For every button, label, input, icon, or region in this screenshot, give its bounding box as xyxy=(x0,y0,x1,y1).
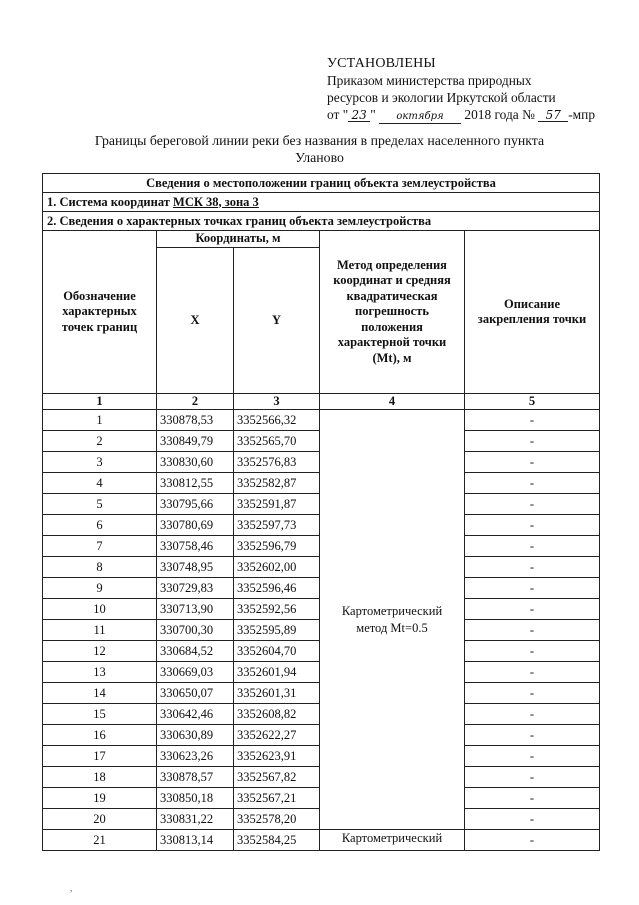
approval-line-2: ресурсов и экологии Иркутской области xyxy=(327,90,556,105)
coordinate-y: 3352601,94 xyxy=(234,662,320,683)
coordinate-x: 330630,89 xyxy=(157,725,234,746)
coordinates-table xyxy=(42,173,600,851)
point-description: - xyxy=(465,809,600,830)
point-number: 1 xyxy=(43,410,157,431)
coordinate-x: 330812,55 xyxy=(157,473,234,494)
point-description: - xyxy=(465,830,600,851)
point-number: 5 xyxy=(43,494,157,515)
coordinate-system-label: 1. Система координат xyxy=(47,194,174,209)
point-description: - xyxy=(465,515,600,536)
approval-line-3 xyxy=(327,106,627,124)
header-y: Y xyxy=(234,248,320,394)
point-description: - xyxy=(465,452,600,473)
coordinate-system-row xyxy=(43,193,600,212)
document-caption xyxy=(0,132,639,166)
caption-line-2: Уланово xyxy=(295,150,344,165)
point-number: 6 xyxy=(43,515,157,536)
point-description: - xyxy=(465,662,600,683)
coordinate-y: 3352565,70 xyxy=(234,431,320,452)
coordinate-x: 330878,57 xyxy=(157,767,234,788)
coordinate-x: 330780,69 xyxy=(157,515,234,536)
coordinate-x: 330878,53 xyxy=(157,410,234,431)
coordinate-x: 330758,46 xyxy=(157,536,234,557)
coordinate-y: 3352582,87 xyxy=(234,473,320,494)
point-number: 4 xyxy=(43,473,157,494)
column-number-1: 1 xyxy=(43,394,157,410)
coordinate-x: 330623,26 xyxy=(157,746,234,767)
approval-block xyxy=(327,55,627,124)
point-description: - xyxy=(465,431,600,452)
point-number: 20 xyxy=(43,809,157,830)
approval-line-1: Приказом министерства природных xyxy=(327,73,532,88)
point-number: 8 xyxy=(43,557,157,578)
coordinate-x: 330684,52 xyxy=(157,641,234,662)
approval-year: 2018 года № xyxy=(464,107,535,122)
point-number: 16 xyxy=(43,725,157,746)
point-description: - xyxy=(465,494,600,515)
method-value-line-1: Картометрический xyxy=(341,603,443,618)
column-number-5: 5 xyxy=(465,394,600,410)
coordinate-x: 330669,03 xyxy=(157,662,234,683)
point-description: - xyxy=(465,683,600,704)
coordinate-y: 3352623,91 xyxy=(234,746,320,767)
point-number: 13 xyxy=(43,662,157,683)
point-description: - xyxy=(465,557,600,578)
header-x: X xyxy=(157,248,234,394)
coordinate-x: 330849,79 xyxy=(157,431,234,452)
header-coordinates: Координаты, м xyxy=(157,231,320,248)
coordinate-y: 3352584,25 xyxy=(234,830,320,851)
coordinate-y: 3352567,82 xyxy=(234,767,320,788)
caption-line-1: Границы береговой линии реки без названия в пределах населенного пункта xyxy=(94,133,545,148)
point-number: 17 xyxy=(43,746,157,767)
point-description: - xyxy=(465,620,600,641)
approval-title: УСТАНОВЛЕНЫ xyxy=(327,56,436,71)
coordinate-x: 330850,18 xyxy=(157,788,234,809)
coordinate-y: 3352622,27 xyxy=(234,725,320,746)
point-number: 9 xyxy=(43,578,157,599)
approval-month: октября xyxy=(379,111,461,124)
point-number: 11 xyxy=(43,620,157,641)
coordinate-y: 3352601,31 xyxy=(234,683,320,704)
coordinate-y: 3352604,70 xyxy=(234,641,320,662)
approval-day: 23 xyxy=(348,109,370,122)
approval-suffix: -мпр xyxy=(568,107,596,122)
point-description: - xyxy=(465,473,600,494)
point-description: - xyxy=(465,641,600,662)
approval-from-prefix: от " xyxy=(327,107,349,122)
page-mark: , xyxy=(70,883,73,893)
coordinate-x: 330650,07 xyxy=(157,683,234,704)
point-description: - xyxy=(465,746,600,767)
coordinate-y: 3352602,00 xyxy=(234,557,320,578)
approval-quote-close: " xyxy=(370,107,376,122)
point-number: 10 xyxy=(43,599,157,620)
point-number: 3 xyxy=(43,452,157,473)
point-number: 19 xyxy=(43,788,157,809)
coordinate-y: 3352595,89 xyxy=(234,620,320,641)
column-number-4: 4 xyxy=(320,394,465,410)
coordinate-x: 330642,46 xyxy=(157,704,234,725)
approval-number: 57 xyxy=(538,109,568,122)
coordinate-x: 330729,83 xyxy=(157,578,234,599)
coordinate-x: 330830,60 xyxy=(157,452,234,473)
coordinate-x: 330713,90 xyxy=(157,599,234,620)
table-row xyxy=(43,830,600,851)
coordinate-x: 330700,30 xyxy=(157,620,234,641)
point-description: - xyxy=(465,410,600,431)
point-description: - xyxy=(465,725,600,746)
coordinate-y: 3352592,56 xyxy=(234,599,320,620)
point-description: - xyxy=(465,767,600,788)
point-number: 21 xyxy=(43,830,157,851)
table-row xyxy=(43,410,600,431)
coordinate-y: 3352608,82 xyxy=(234,704,320,725)
coordinate-x: 330795,66 xyxy=(157,494,234,515)
coordinate-y: 3352578,20 xyxy=(234,809,320,830)
coordinate-y: 3352591,87 xyxy=(234,494,320,515)
points-section-title: 2. Сведения о характерных точках границ объекта землеустройства xyxy=(43,212,600,231)
column-number-3: 3 xyxy=(234,394,320,410)
coordinate-x: 330748,95 xyxy=(157,557,234,578)
point-description: - xyxy=(465,704,600,725)
coordinate-y: 3352576,83 xyxy=(234,452,320,473)
coordinate-x: 330831,22 xyxy=(157,809,234,830)
point-number: 2 xyxy=(43,431,157,452)
header-method: Метод определения координат и средняя квадратическая погрешность положения характерной точки (Mt), м xyxy=(320,231,465,394)
coordinate-y: 3352567,21 xyxy=(234,788,320,809)
method-value xyxy=(320,410,465,830)
method-value-last: Картометрический xyxy=(320,830,465,851)
point-description: - xyxy=(465,788,600,809)
coordinate-x: 330813,14 xyxy=(157,830,234,851)
point-description: - xyxy=(465,599,600,620)
table-title: Сведения о местоположении границ объекта землеустройства xyxy=(43,174,600,193)
header-description: Описание закрепления точки xyxy=(465,231,600,394)
point-number: 12 xyxy=(43,641,157,662)
coordinate-y: 3352597,73 xyxy=(234,515,320,536)
header-point: Обозначение характерных точек границ xyxy=(43,231,157,394)
point-description: - xyxy=(465,536,600,557)
coordinate-y: 3352596,79 xyxy=(234,536,320,557)
point-description: - xyxy=(465,578,600,599)
point-number: 18 xyxy=(43,767,157,788)
coordinate-y: 3352596,46 xyxy=(234,578,320,599)
point-number: 14 xyxy=(43,683,157,704)
column-number-2: 2 xyxy=(157,394,234,410)
method-value-line-2: метод Mt=0.5 xyxy=(356,620,428,635)
coordinate-y: 3352566,32 xyxy=(234,410,320,431)
point-number: 15 xyxy=(43,704,157,725)
coordinate-system-value: МСК 38, зона 3 xyxy=(173,194,259,209)
point-number: 7 xyxy=(43,536,157,557)
